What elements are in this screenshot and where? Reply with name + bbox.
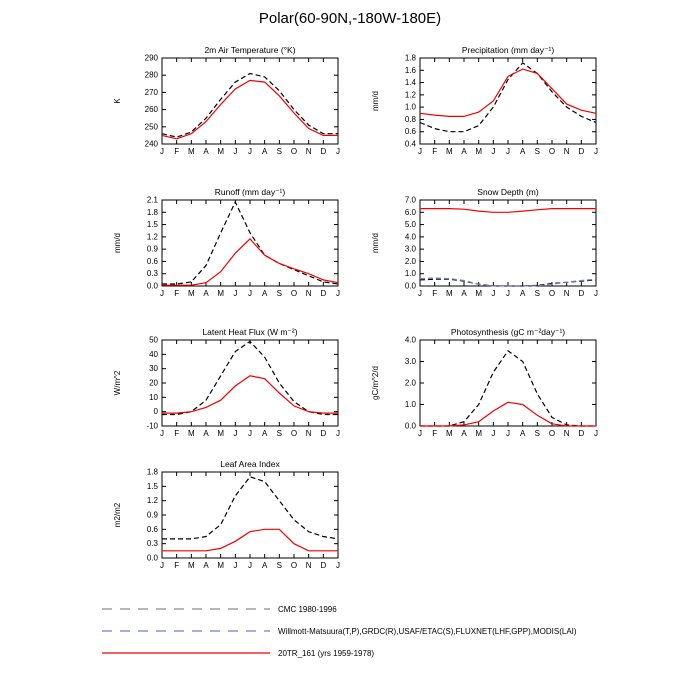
- x-tick-label: J: [336, 561, 340, 570]
- x-tick-label: A: [461, 289, 467, 298]
- x-tick-label: J: [491, 289, 496, 298]
- chart-title: Precipitation (mm day⁻¹): [461, 45, 555, 55]
- series-dashed-000000: [162, 74, 338, 138]
- x-tick-label: O: [548, 289, 556, 298]
- y-tick-label: 250: [144, 122, 158, 132]
- y-tick-label: 1.0: [404, 269, 416, 279]
- chart-title: Runoff (mm day⁻¹): [214, 187, 286, 197]
- x-tick-label: S: [276, 147, 283, 156]
- x-tick-label: D: [320, 147, 327, 156]
- y-tick-label: 30: [149, 364, 158, 374]
- y-tick-label: 2.0: [404, 378, 416, 388]
- x-tick-label: J: [160, 429, 164, 438]
- y-tick-label: 260: [144, 105, 158, 115]
- x-tick-label: J: [233, 289, 238, 298]
- x-tick-label: D: [320, 561, 327, 570]
- plot-frame: [420, 340, 596, 426]
- chart-canvas: [108, 456, 350, 592]
- y-tick-label: 1.2: [146, 232, 158, 242]
- plot-frame: [162, 200, 338, 286]
- y-tick-label: 1.8: [404, 53, 416, 63]
- x-tick-label: M: [445, 289, 453, 298]
- x-tick-label: J: [160, 289, 164, 298]
- x-tick-label: D: [578, 289, 585, 298]
- y-tick-label: 1.8: [146, 207, 158, 217]
- x-tick-label: J: [233, 147, 238, 156]
- chart-title: Latent Heat Flux (W m⁻²): [202, 327, 298, 337]
- x-tick-label: M: [217, 147, 225, 156]
- legend-solid-line-red: [100, 648, 272, 658]
- x-tick-label: N: [563, 429, 570, 438]
- y-tick-label: 5.0: [404, 220, 416, 230]
- x-tick-label: J: [248, 289, 252, 298]
- x-tick-label: M: [475, 289, 483, 298]
- x-tick-label: A: [519, 429, 526, 438]
- x-tick-label: J: [594, 289, 598, 298]
- x-tick-label: O: [290, 147, 298, 156]
- x-tick-label: S: [534, 147, 541, 156]
- x-tick-label: N: [305, 147, 312, 156]
- x-tick-label: J: [233, 429, 238, 438]
- y-tick-label: 1.5: [146, 481, 158, 491]
- x-tick-label: J: [506, 429, 510, 438]
- series-dashed-000000: [162, 477, 338, 539]
- x-tick-label: J: [248, 147, 252, 156]
- x-tick-label: J: [336, 147, 340, 156]
- y-tick-label: 0.9: [146, 244, 158, 254]
- x-tick-label: J: [491, 147, 496, 156]
- y-tick-label: -10: [146, 421, 158, 431]
- y-axis-label: K: [113, 98, 122, 104]
- x-tick-label: M: [475, 429, 483, 438]
- x-tick-label: J: [506, 147, 510, 156]
- x-tick-label: A: [203, 429, 209, 438]
- y-tick-label: 1.5: [146, 220, 158, 230]
- x-tick-label: D: [578, 147, 585, 156]
- legend-item-cmc: [100, 598, 577, 620]
- y-tick-label: 1.6: [404, 65, 416, 75]
- x-tick-label: N: [305, 429, 312, 438]
- x-tick-label: J: [418, 147, 422, 156]
- chart-photosynthesis: [366, 324, 608, 460]
- y-tick-label: 0.4: [404, 139, 416, 149]
- y-tick-label: 0.6: [146, 524, 158, 534]
- x-tick-label: A: [203, 289, 209, 298]
- x-tick-label: J: [418, 289, 422, 298]
- x-tick-label: N: [305, 289, 312, 298]
- y-axis-label: mm/d: [371, 91, 380, 111]
- series-dashed-000000: [162, 341, 338, 414]
- y-tick-label: 0.3: [146, 539, 158, 549]
- x-tick-label: A: [461, 147, 467, 156]
- chart-title: Leaf Area Index: [220, 459, 280, 469]
- x-tick-label: A: [261, 147, 268, 156]
- y-tick-label: 280: [144, 70, 158, 80]
- y-tick-label: 0: [153, 407, 158, 417]
- legend-label-model: 20TR_161 (yrs 1959-1978): [278, 648, 375, 658]
- y-tick-label: 290: [144, 53, 158, 63]
- x-tick-label: J: [336, 289, 340, 298]
- x-tick-label: F: [432, 147, 438, 156]
- y-tick-label: 10: [149, 392, 158, 402]
- y-tick-label: 1.2: [404, 90, 416, 100]
- y-tick-label: 3.0: [404, 244, 416, 254]
- series-solid-f20000: [420, 209, 596, 213]
- x-tick-label: F: [174, 429, 180, 438]
- chart-canvas: [366, 324, 608, 460]
- chart-canvas: [108, 42, 350, 178]
- x-tick-label: J: [160, 561, 164, 570]
- y-tick-label: 6.0: [404, 207, 416, 217]
- x-tick-label: J: [248, 429, 252, 438]
- x-tick-label: N: [563, 289, 570, 298]
- series-solid-f20000: [162, 239, 338, 285]
- x-tick-label: O: [290, 429, 298, 438]
- x-tick-label: S: [276, 429, 283, 438]
- chart-canvas: [366, 42, 608, 178]
- y-tick-label: 4.0: [404, 232, 416, 242]
- plot-frame: [162, 472, 338, 558]
- y-tick-label: 0.8: [404, 114, 416, 124]
- y-tick-label: 2.1: [146, 195, 158, 205]
- legend-item-model: [100, 642, 577, 664]
- y-tick-label: 1.0: [404, 102, 416, 112]
- legend-dashed-line-gray: [100, 604, 272, 614]
- chart-latent-heat-flux: [108, 324, 350, 460]
- y-tick-label: 0.0: [146, 553, 158, 563]
- x-tick-label: M: [445, 147, 453, 156]
- chart-title: 2m Air Temperature (°K): [204, 45, 296, 55]
- x-tick-label: F: [432, 289, 438, 298]
- x-tick-label: F: [432, 429, 438, 438]
- x-tick-label: O: [548, 429, 556, 438]
- x-tick-label: M: [187, 147, 195, 156]
- x-tick-label: F: [174, 289, 180, 298]
- y-tick-label: 1.2: [146, 496, 158, 506]
- x-tick-label: O: [290, 289, 298, 298]
- y-tick-label: 1.0: [404, 400, 416, 409]
- chart-runoff: [108, 184, 350, 320]
- x-tick-label: J: [418, 429, 422, 438]
- y-tick-label: 3.0: [404, 357, 416, 366]
- y-tick-label: 7.0: [404, 195, 416, 205]
- x-tick-label: O: [548, 147, 556, 156]
- x-tick-label: A: [261, 429, 268, 438]
- x-tick-label: O: [290, 561, 298, 570]
- chart-snow-depth: [366, 184, 608, 320]
- y-tick-label: 240: [144, 139, 158, 149]
- x-tick-label: S: [276, 289, 283, 298]
- x-tick-label: M: [445, 429, 453, 438]
- x-tick-label: D: [320, 429, 327, 438]
- x-tick-label: J: [233, 561, 238, 570]
- y-tick-label: 4.0: [404, 335, 416, 345]
- chart-title: Photosynthesis (gC m⁻²day⁻¹): [450, 327, 566, 337]
- x-tick-label: F: [174, 561, 180, 570]
- x-tick-label: M: [217, 429, 225, 438]
- y-axis-label: W/m^2: [113, 370, 122, 396]
- chart-2m-air-temperature: [108, 42, 350, 178]
- plot-frame: [162, 340, 338, 426]
- series-dashed-000000: [162, 202, 338, 284]
- x-tick-label: A: [519, 289, 526, 298]
- x-tick-label: M: [475, 147, 483, 156]
- y-axis-label: mm/d: [113, 233, 122, 253]
- y-tick-label: 0.0: [404, 281, 416, 291]
- x-tick-label: J: [506, 289, 510, 298]
- series-solid-f20000: [162, 80, 338, 138]
- y-tick-label: 0.0: [404, 421, 416, 431]
- y-tick-label: 0.0: [146, 281, 158, 291]
- legend-dashed-line-blue: [100, 626, 272, 636]
- legend-item-obs: [100, 620, 577, 642]
- x-tick-label: D: [320, 289, 327, 298]
- legend-label-cmc: CMC 1980-1996: [278, 604, 337, 614]
- x-tick-label: A: [261, 561, 268, 570]
- y-tick-label: 2.0: [404, 256, 416, 266]
- y-tick-label: 0.3: [146, 269, 158, 279]
- page-title: Polar(60-90N,-180W-180E): [258, 10, 442, 27]
- x-tick-label: J: [594, 429, 598, 438]
- legend: [100, 598, 577, 664]
- x-tick-label: M: [217, 561, 225, 570]
- x-tick-label: S: [534, 429, 541, 438]
- y-tick-label: 20: [149, 378, 158, 388]
- x-tick-label: M: [187, 289, 195, 298]
- x-tick-label: J: [594, 147, 598, 156]
- x-tick-label: J: [248, 561, 252, 570]
- y-tick-label: 1.4: [404, 78, 416, 88]
- legend-label-obs: Willmott-Matsuura(T,P),GRDC(R),USAF/ETAC(S),FLUXNET(LHF,GPP),MODIS(LAI): [278, 626, 577, 636]
- y-tick-label: 1.8: [146, 467, 158, 477]
- x-tick-label: M: [217, 289, 225, 298]
- y-tick-label: 270: [144, 87, 158, 97]
- chart-canvas: [366, 184, 608, 320]
- chart-leaf-area-index: [108, 456, 350, 592]
- chart-canvas: [108, 324, 350, 460]
- x-tick-label: J: [160, 147, 164, 156]
- chart-canvas: [108, 184, 350, 320]
- y-tick-label: 50: [149, 335, 158, 345]
- x-tick-label: M: [187, 429, 195, 438]
- plot-frame: [162, 58, 338, 144]
- x-tick-label: N: [305, 561, 312, 570]
- x-tick-label: S: [534, 289, 541, 298]
- x-tick-label: A: [519, 147, 526, 156]
- y-tick-label: 0.6: [404, 127, 416, 137]
- x-tick-label: A: [203, 561, 209, 570]
- x-tick-label: A: [261, 289, 268, 298]
- x-tick-label: N: [563, 147, 570, 156]
- x-tick-label: D: [578, 429, 585, 438]
- chart-title: Snow Depth (m): [477, 187, 539, 197]
- y-axis-label: gC/m^2/d: [371, 366, 380, 400]
- x-tick-label: S: [276, 561, 283, 570]
- x-tick-label: A: [461, 429, 467, 438]
- y-axis-label: mm/d: [371, 233, 380, 253]
- series-dashed-000000: [420, 351, 596, 426]
- x-tick-label: F: [174, 147, 180, 156]
- x-tick-label: J: [336, 429, 340, 438]
- series-dashed-000000: [420, 63, 596, 132]
- y-tick-label: 40: [149, 349, 158, 359]
- y-axis-label: m2/m2: [113, 502, 122, 528]
- x-tick-label: A: [203, 147, 209, 156]
- y-tick-label: 0.9: [146, 510, 158, 520]
- x-tick-label: M: [187, 561, 195, 570]
- series-solid-f20000: [162, 376, 338, 413]
- x-tick-label: J: [491, 429, 496, 438]
- y-tick-label: 0.6: [146, 256, 158, 266]
- chart-precipitation: [366, 42, 608, 178]
